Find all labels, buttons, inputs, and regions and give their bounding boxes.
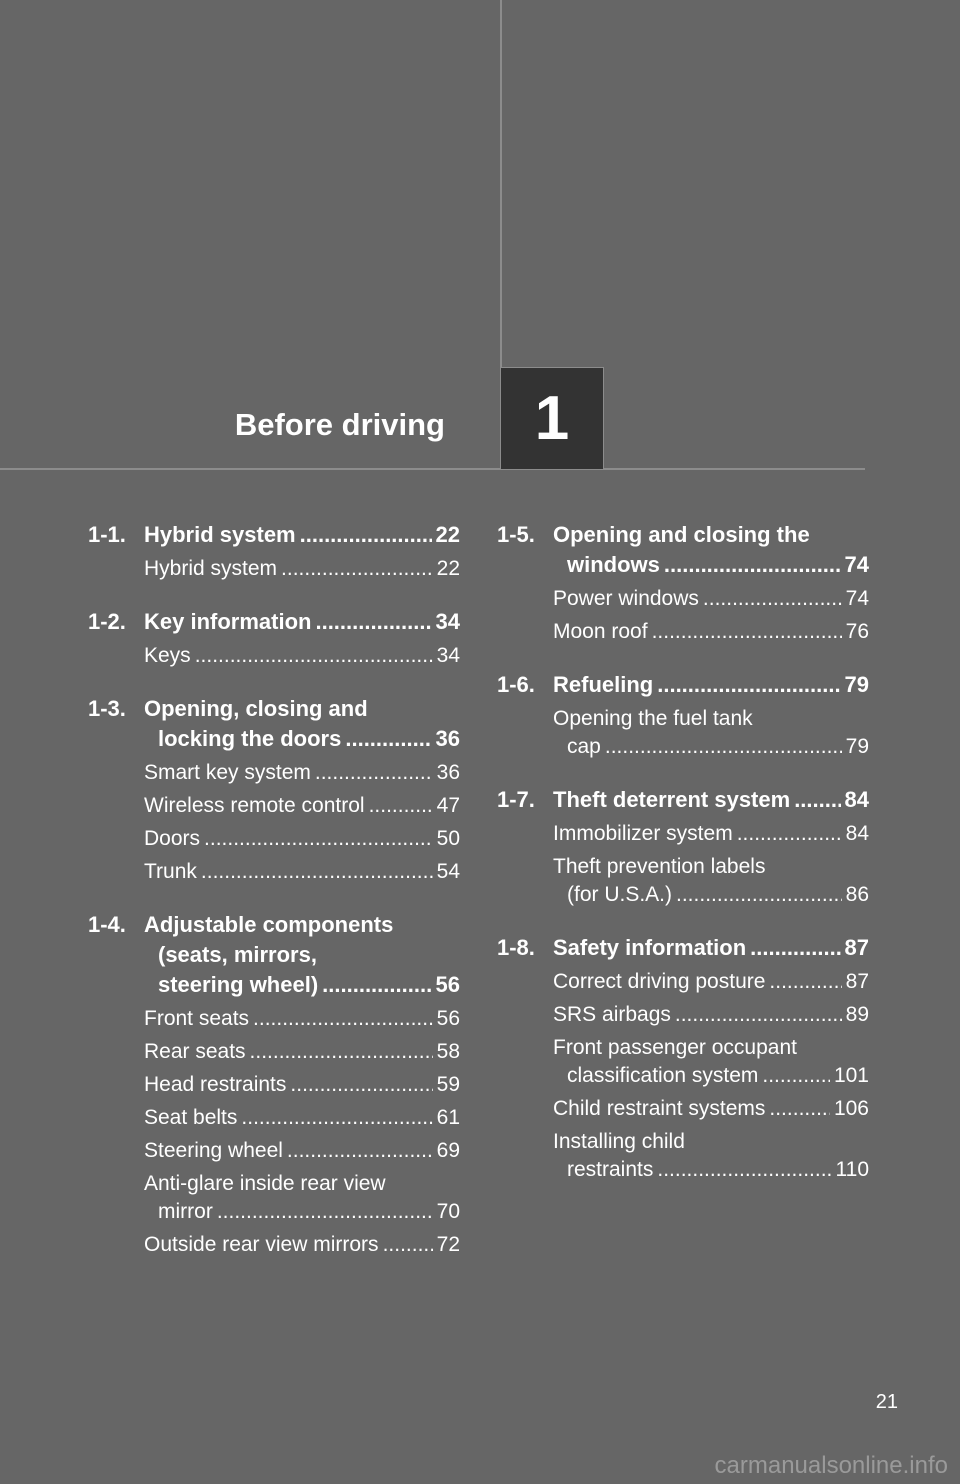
toc-entry-text: steering wheel): [158, 972, 319, 997]
toc-leader-row: [553, 881, 869, 909]
toc-leader-row: [144, 1231, 460, 1259]
toc-entry-text: Hybrid system: [144, 522, 296, 547]
toc-section-heading[interactable]: [497, 933, 869, 963]
toc-page-ref: 110: [835, 1158, 869, 1181]
toc-item[interactable]: [88, 642, 460, 670]
toc-entry-text: Safety information: [553, 935, 747, 960]
section-number: 1-2.: [88, 609, 126, 634]
section-title-line: Opening, closing and: [144, 696, 368, 721]
toc-item[interactable]: [88, 555, 460, 583]
toc-item[interactable]: [88, 1071, 460, 1099]
dot-leader: [281, 555, 433, 583]
toc-section: [88, 520, 460, 583]
toc-leader-row: [553, 1001, 869, 1029]
watermark: carmanualsonline.info: [714, 1452, 948, 1479]
dot-leader: [300, 520, 432, 550]
toc-section: [497, 785, 869, 909]
toc-leader-row: [144, 825, 460, 853]
dot-leader: [315, 607, 431, 637]
toc-item-line: Installing child: [553, 1130, 685, 1153]
toc-leader-row: [553, 820, 869, 848]
toc-item[interactable]: [497, 853, 869, 909]
toc-entry-text: Child restraint systems: [553, 1097, 766, 1120]
section-title: [144, 910, 460, 1000]
dot-leader: [652, 618, 842, 646]
toc-leader-row: [144, 858, 460, 886]
section-title: [144, 694, 460, 754]
toc-entry-text: Rear seats: [144, 1040, 246, 1063]
toc-item[interactable]: [497, 1034, 869, 1090]
dot-leader: [217, 1198, 433, 1226]
toc-leader-row: [553, 785, 869, 815]
toc-page-ref: 101: [833, 1064, 869, 1087]
dot-leader: [204, 825, 433, 853]
toc-item[interactable]: [88, 1170, 460, 1226]
toc-page-ref: 79: [844, 672, 869, 697]
toc-page-ref: 61: [436, 1106, 460, 1129]
section-title-line: (seats, mirrors,: [158, 942, 317, 967]
toc-item[interactable]: [88, 1005, 460, 1033]
toc-item[interactable]: [497, 1128, 869, 1184]
toc-column-left: [88, 520, 460, 1283]
toc-leader-row: [144, 1198, 460, 1226]
dot-leader: [605, 733, 842, 761]
toc-page-ref: 76: [845, 620, 869, 643]
dot-leader: [369, 792, 433, 820]
chapter-title: Before driving: [234, 407, 445, 442]
toc-page-ref: 54: [436, 860, 460, 883]
toc-entry-text: Doors: [144, 827, 201, 850]
toc-entry-text: Outside rear view mirrors: [144, 1233, 379, 1256]
dot-leader: [290, 1071, 432, 1099]
toc-item-line: Front passenger occupant: [553, 1036, 797, 1059]
toc-page-ref: 86: [845, 883, 869, 906]
dot-leader: [345, 724, 431, 754]
toc-leader-row: [144, 970, 460, 1000]
toc-section: [497, 670, 869, 761]
toc-section-heading[interactable]: [88, 607, 460, 637]
section-title: [553, 933, 869, 963]
toc-leader-row: [144, 1137, 460, 1165]
dot-leader: [664, 550, 841, 580]
dot-leader: [383, 1231, 433, 1259]
toc-leader-row: [144, 792, 460, 820]
toc-leader-row: [553, 618, 869, 646]
toc-entry-text: Head restraints: [144, 1073, 287, 1096]
toc-entry-text: Correct driving posture: [553, 970, 766, 993]
chapter-number-badge: [500, 367, 604, 470]
toc-entry-text: Moon roof: [553, 620, 648, 643]
toc-section-heading[interactable]: [497, 520, 869, 580]
toc-entry-text: Smart key system: [144, 761, 311, 784]
section-number: 1-7.: [497, 787, 535, 812]
toc-page-ref: 58: [436, 1040, 460, 1063]
dot-leader: [287, 1137, 433, 1165]
toc-entry-text: Seat belts: [144, 1106, 238, 1129]
toc-leader-row: [144, 607, 460, 637]
toc-entry-text: Trunk: [144, 860, 197, 883]
toc-section-heading[interactable]: [88, 694, 460, 754]
toc-page-ref: 50: [436, 827, 460, 850]
toc-entry-text: Hybrid system: [144, 557, 278, 580]
toc-page-ref: 69: [436, 1139, 460, 1162]
toc-section-heading[interactable]: [88, 910, 460, 1000]
toc-page-ref: 74: [845, 587, 869, 610]
toc-page-ref: 56: [436, 1007, 460, 1030]
toc-item[interactable]: [497, 705, 869, 761]
dot-leader: [253, 1005, 433, 1033]
toc-page-ref: 72: [436, 1233, 460, 1256]
section-title-line: Adjustable components: [144, 912, 394, 937]
toc-entry-text: Immobilizer system: [553, 822, 733, 845]
toc-page-ref: 74: [844, 552, 869, 577]
header-horizontal-rule: [0, 468, 865, 470]
section-number: 1-6.: [497, 672, 535, 697]
dot-leader: [657, 670, 840, 700]
section-number: 1-5.: [497, 522, 535, 547]
toc-item[interactable]: [88, 858, 460, 886]
dot-leader: [315, 759, 433, 787]
section-number: 1-4.: [88, 912, 126, 937]
dot-leader: [195, 642, 433, 670]
toc-page-ref: 34: [436, 644, 460, 667]
toc-section: [88, 607, 460, 670]
dot-leader: [657, 1156, 831, 1184]
toc-leader-row: [553, 550, 869, 580]
toc-section: [497, 933, 869, 1184]
toc-entry-text: Front seats: [144, 1007, 250, 1030]
toc-leader-row: [553, 1156, 869, 1184]
toc-item[interactable]: [88, 1137, 460, 1165]
toc-page-ref: 106: [833, 1097, 869, 1120]
toc-entry-text: Keys: [144, 644, 191, 667]
toc-section: [88, 910, 460, 1259]
page-number: 21: [875, 1391, 898, 1413]
toc-page-ref: 34: [435, 609, 460, 634]
toc-item[interactable]: [88, 1104, 460, 1132]
toc-page-ref: 36: [435, 726, 460, 751]
toc-page-ref: 79: [845, 735, 869, 758]
toc-item[interactable]: [497, 968, 869, 996]
toc-item[interactable]: [88, 825, 460, 853]
toc-leader-row: [144, 642, 460, 670]
section-title-line: Opening and closing the: [553, 522, 810, 547]
section-title: [553, 670, 869, 700]
toc-item[interactable]: [88, 792, 460, 820]
toc-entry-text: Key information: [144, 609, 312, 634]
dot-leader: [675, 1001, 842, 1029]
section-title: [553, 785, 869, 815]
toc-entry-text: Power windows: [553, 587, 699, 610]
toc-item[interactable]: [497, 618, 869, 646]
toc-entry-text: Wireless remote control: [144, 794, 365, 817]
toc-page-ref: 22: [435, 522, 460, 547]
section-title: [144, 607, 460, 637]
toc-item-line: Theft prevention labels: [553, 855, 766, 878]
dot-leader: [769, 1095, 830, 1123]
toc-item[interactable]: [497, 1001, 869, 1029]
chapter-number: 1: [534, 384, 570, 453]
toc-entry-text: cap: [567, 735, 601, 758]
toc-leader-row: [553, 968, 869, 996]
toc-leader-row: [144, 555, 460, 583]
toc-section-heading[interactable]: [88, 520, 460, 550]
dot-leader: [201, 858, 433, 886]
toc-entry-text: Theft deterrent system: [553, 787, 791, 812]
dot-leader: [750, 933, 840, 963]
toc-column-right: [497, 520, 869, 1208]
toc-entry-text: classification system: [567, 1064, 759, 1087]
toc-leader-row: [144, 1038, 460, 1066]
toc-leader-row: [553, 1062, 869, 1090]
dot-leader: [250, 1038, 433, 1066]
toc-page-ref: 89: [845, 1003, 869, 1026]
toc-item-line: Opening the fuel tank: [553, 707, 753, 730]
toc-leader-row: [553, 670, 869, 700]
toc-item[interactable]: [497, 1095, 869, 1123]
dot-leader: [322, 970, 431, 1000]
dot-leader: [241, 1104, 432, 1132]
dot-leader: [676, 881, 842, 909]
toc-page-ref: 59: [436, 1073, 460, 1096]
toc-page-ref: 22: [436, 557, 460, 580]
toc-item[interactable]: [497, 585, 869, 613]
toc-entry-text: (for U.S.A.): [567, 883, 673, 906]
toc-entry-text: mirror: [158, 1200, 213, 1223]
dot-leader: [769, 968, 841, 996]
toc-leader-row: [553, 1095, 869, 1123]
toc-page-ref: 87: [845, 970, 869, 993]
toc-section: [497, 520, 869, 646]
toc-section-heading[interactable]: [497, 785, 869, 815]
toc-section: [88, 694, 460, 886]
section-title: [144, 520, 460, 550]
toc-leader-row: [144, 1071, 460, 1099]
toc-leader-row: [553, 585, 869, 613]
toc-leader-row: [144, 1104, 460, 1132]
toc-item-line: Anti-glare inside rear view: [144, 1172, 386, 1195]
dot-leader: [703, 585, 842, 613]
toc-page-ref: 56: [435, 972, 460, 997]
toc-entry-text: restraints: [567, 1158, 654, 1181]
dot-leader: [737, 820, 842, 848]
toc-entry-text: Refueling: [553, 672, 654, 697]
toc-page-ref: 87: [844, 935, 869, 960]
section-number: 1-1.: [88, 522, 126, 547]
toc-leader-row: [553, 733, 869, 761]
dot-leader: [762, 1062, 830, 1090]
toc-page-ref: 70: [436, 1200, 460, 1223]
toc-entry-text: SRS airbags: [553, 1003, 671, 1026]
toc-leader-row: [553, 933, 869, 963]
toc-entry-text: Steering wheel: [144, 1139, 283, 1162]
dot-leader: [794, 785, 840, 815]
toc-page-ref: 36: [436, 761, 460, 784]
toc-item[interactable]: [88, 1231, 460, 1259]
toc-entry-text: locking the doors: [158, 726, 342, 751]
toc-leader-row: [144, 724, 460, 754]
section-number: 1-3.: [88, 696, 126, 721]
toc-entry-text: windows: [567, 552, 660, 577]
toc-item[interactable]: [88, 759, 460, 787]
toc-page-ref: 84: [844, 787, 869, 812]
toc-item[interactable]: [88, 1038, 460, 1066]
section-title: [553, 520, 869, 580]
toc-section-heading[interactable]: [497, 670, 869, 700]
toc-leader-row: [144, 759, 460, 787]
toc-leader-row: [144, 1005, 460, 1033]
section-number: 1-8.: [497, 935, 535, 960]
toc-item[interactable]: [497, 820, 869, 848]
toc-page-ref: 47: [436, 794, 460, 817]
toc-page-ref: 84: [845, 822, 869, 845]
toc-leader-row: [144, 520, 460, 550]
